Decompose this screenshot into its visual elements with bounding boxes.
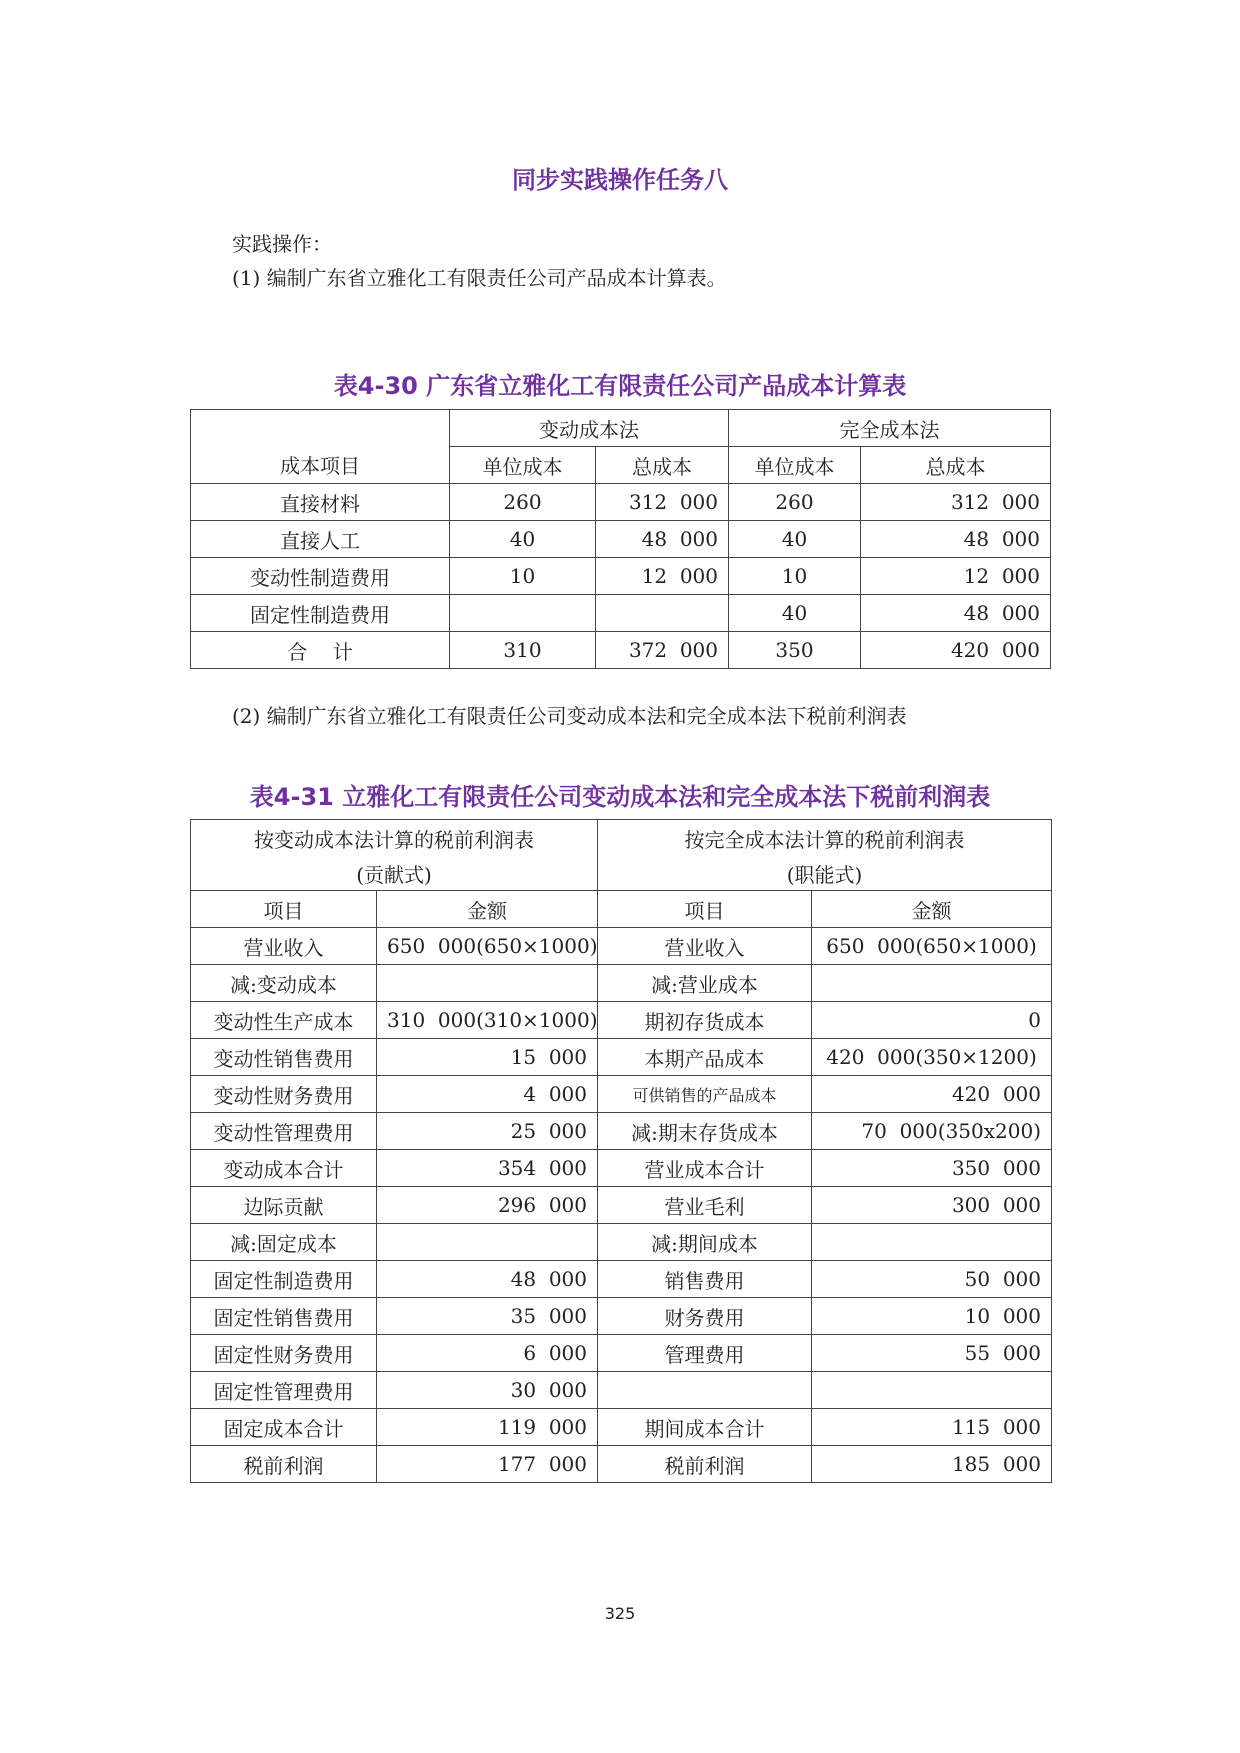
full-amount [812,1224,1052,1261]
right-subheader: (职能式) [598,856,1052,891]
variable-amount: 6 000 [377,1335,598,1372]
item-header-spacer [191,410,450,447]
variable-item: 变动成本合计 [191,1150,377,1187]
table-row [191,484,1051,521]
variable-total-cost: 48 000 [596,521,729,558]
item-header: 成本项目 [191,447,450,484]
full-item: 营业毛利 [598,1187,812,1224]
full-amount: 115 000 [812,1409,1052,1446]
variable-item: 固定性销售费用 [191,1298,377,1335]
full-amount: 0 [812,1002,1052,1039]
table-row [191,1409,1052,1446]
table-row [191,1335,1052,1372]
page-heading: 同步实践操作任务八 [512,166,728,194]
step-2-text: (2) 编制广东省立雅化工有限责任公司变动成本法和完全成本法下税前利润表 [232,704,907,728]
variable-amount: 48 000 [377,1261,598,1298]
full-item: 财务费用 [598,1298,812,1335]
variable-amount: 177 000 [377,1446,598,1483]
step-1-text: (1) 编制广东省立雅化工有限责任公司产品成本计算表。 [232,266,727,290]
table-row [191,521,1051,558]
table-row [191,1372,1052,1409]
full-item: 本期产品成本 [598,1039,812,1076]
table-row [191,1187,1052,1224]
full-amount: 50 000 [812,1261,1052,1298]
full-amount: 420 000(350×1200) [812,1039,1052,1076]
full-amount: 420 000 [812,1076,1052,1113]
variable-item: 变动性生产成本 [191,1002,377,1039]
variable-total-cost: 372 000 [596,632,729,669]
full-item: 可供销售的产品成本 [598,1076,812,1113]
full-amount [812,965,1052,1002]
variable-item: 变动性销售费用 [191,1039,377,1076]
profit-table [190,819,1052,1483]
col-amount-header: 金额 [377,891,598,928]
full-item [598,1372,812,1409]
cost-item: 直接人工 [191,521,450,558]
variable-item: 税前利润 [191,1446,377,1483]
full-total-cost: 48 000 [861,595,1051,632]
page-number: 325 [604,1604,636,1623]
full-total-cost: 12 000 [861,558,1051,595]
table-row [191,965,1052,1002]
cost-item: 固定性制造费用 [191,595,450,632]
full-item: 营业成本合计 [598,1150,812,1187]
variable-amount: 15 000 [377,1039,598,1076]
full-item: 减:期末存货成本 [598,1113,812,1150]
table-row [191,1261,1052,1298]
product-cost-table [190,409,1051,669]
variable-item: 变动性财务费用 [191,1076,377,1113]
full-item: 管理费用 [598,1335,812,1372]
sub-header: 单位成本 [450,447,596,484]
table-row [191,1076,1052,1113]
table-row [191,595,1051,632]
table-row [191,1113,1052,1150]
full-item: 税前利润 [598,1446,812,1483]
table2-title: 表4-31 立雅化工有限责任公司变动成本法和完全成本法下税前利润表 [249,783,991,811]
full-item: 销售费用 [598,1261,812,1298]
full-total-cost: 420 000 [861,632,1051,669]
variable-item: 固定性财务费用 [191,1335,377,1372]
variable-item: 减:变动成本 [191,965,377,1002]
intro-label: 实践操作： [232,232,332,256]
table-row [191,1002,1052,1039]
variable-amount: 119 000 [377,1409,598,1446]
full-item: 期间成本合计 [598,1409,812,1446]
variable-amount: 650 000(650×1000) [377,928,598,965]
full-unit-cost: 350 [729,632,861,669]
variable-unit-cost [450,595,596,632]
table-row [191,1298,1052,1335]
left-subheader: (贡献式) [191,856,598,891]
full-item: 减:期间成本 [598,1224,812,1261]
full-unit-cost: 260 [729,484,861,521]
table1-title: 表4-30 广东省立雅化工有限责任公司产品成本计算表 [333,372,907,400]
left-header: 按变动成本法计算的税前利润表 [191,820,598,857]
full-amount: 55 000 [812,1335,1052,1372]
table-row [191,1446,1052,1483]
table-row [191,632,1051,669]
variable-unit-cost: 260 [450,484,596,521]
variable-unit-cost: 310 [450,632,596,669]
variable-amount [377,965,598,1002]
full-amount: 350 000 [812,1150,1052,1187]
full-unit-cost: 40 [729,521,861,558]
full-total-cost: 312 000 [861,484,1051,521]
table-row [191,558,1051,595]
variable-item: 固定性管理费用 [191,1372,377,1409]
variable-amount: 30 000 [377,1372,598,1409]
variable-amount: 310 000(310×1000) [377,1002,598,1039]
variable-amount: 296 000 [377,1187,598,1224]
variable-amount [377,1224,598,1261]
right-header: 按完全成本法计算的税前利润表 [598,820,1052,857]
variable-unit-cost: 10 [450,558,596,595]
variable-amount: 4 000 [377,1076,598,1113]
full-amount: 650 000(650×1000) [812,928,1052,965]
sub-header: 总成本 [596,447,729,484]
sub-header: 总成本 [861,447,1051,484]
full-total-cost: 48 000 [861,521,1051,558]
variable-item: 变动性管理费用 [191,1113,377,1150]
full-amount: 300 000 [812,1187,1052,1224]
col-item-header: 项目 [191,891,377,928]
full-amount [812,1372,1052,1409]
variable-item: 固定成本合计 [191,1409,377,1446]
variable-amount: 354 000 [377,1150,598,1187]
variable-unit-cost: 40 [450,521,596,558]
full-amount: 70 000(350x200) [812,1113,1052,1150]
full-unit-cost: 10 [729,558,861,595]
col-item-header: 项目 [598,891,812,928]
sub-header: 单位成本 [729,447,861,484]
table-row [191,1150,1052,1187]
table-row [191,1039,1052,1076]
variable-amount: 25 000 [377,1113,598,1150]
variable-amount: 35 000 [377,1298,598,1335]
full-item: 减:营业成本 [598,965,812,1002]
full-item: 期初存货成本 [598,1002,812,1039]
cost-item: 合 计 [191,632,450,669]
variable-total-cost [596,595,729,632]
table-row [191,1224,1052,1261]
full-item: 营业收入 [598,928,812,965]
variable-item: 营业收入 [191,928,377,965]
table-row [191,928,1052,965]
variable-total-cost: 312 000 [596,484,729,521]
full-amount: 10 000 [812,1298,1052,1335]
full-unit-cost: 40 [729,595,861,632]
full-amount: 185 000 [812,1446,1052,1483]
cost-item: 变动性制造费用 [191,558,450,595]
variable-item: 固定性制造费用 [191,1261,377,1298]
variable-item: 减:固定成本 [191,1224,377,1261]
variable-total-cost: 12 000 [596,558,729,595]
cost-item: 直接材料 [191,484,450,521]
group-variable-header: 变动成本法 [450,410,729,447]
group-full-header: 完全成本法 [729,410,1051,447]
col-amount-header: 金额 [812,891,1052,928]
variable-item: 边际贡献 [191,1187,377,1224]
